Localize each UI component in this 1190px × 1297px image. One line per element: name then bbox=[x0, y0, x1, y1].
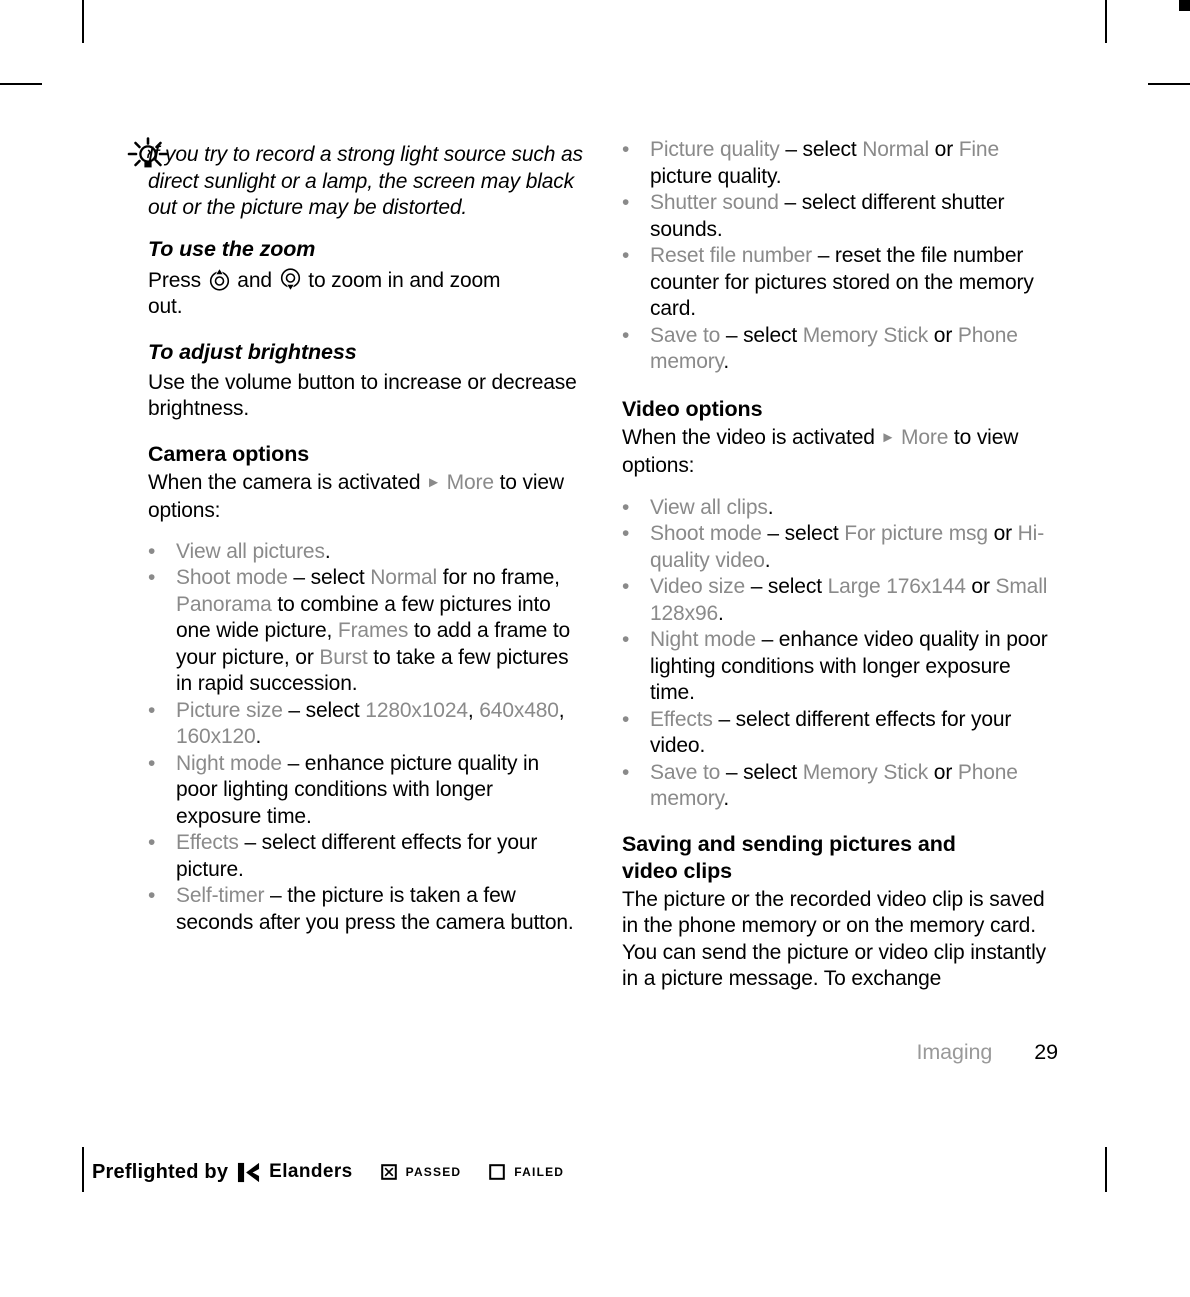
list-item bbox=[622, 495, 1062, 522]
menu-item-text: Burst bbox=[319, 645, 368, 669]
list-item-text bbox=[650, 707, 1056, 760]
list-item bbox=[622, 521, 1062, 574]
tip-note: If you try to record a strong light source such as direct sunlight or a lamp, the screen may black out or the picture may be distorted. bbox=[148, 143, 583, 219]
menu-item-text: 1280x1024 bbox=[365, 698, 468, 722]
menu-item-text: Phone memory bbox=[650, 323, 1018, 373]
bullet-icon: • bbox=[622, 244, 630, 267]
body-text: or bbox=[928, 760, 958, 784]
body-text: When the camera is activated bbox=[148, 470, 427, 494]
body-text: to view options: bbox=[148, 470, 564, 522]
menu-item-text: Memory Stick bbox=[802, 323, 929, 347]
joystick-up-icon bbox=[207, 267, 232, 292]
menu-item-text: Large 176x144 bbox=[827, 575, 966, 598]
list-item-text bbox=[176, 830, 582, 883]
menu-item-text: Hi-quality video bbox=[650, 522, 1045, 572]
body-text: – the picture is taken a few seconds after you press the camera button. bbox=[176, 884, 574, 934]
use-zoom-heading: To use the zoom bbox=[148, 236, 316, 261]
menu-item-text: Save to bbox=[650, 760, 721, 784]
body-text: to take a few pictures in rapid succession. bbox=[176, 645, 569, 695]
crop-mark-top-left bbox=[82, 0, 84, 43]
list-item-text bbox=[650, 137, 1056, 190]
menu-item-text: 160x120 bbox=[176, 725, 256, 748]
body-text: to zoom in and zoom out. bbox=[148, 268, 501, 318]
menu-item-text: Night mode bbox=[650, 628, 756, 651]
bullet-icon: • bbox=[622, 323, 630, 347]
joystick-down-icon bbox=[278, 267, 303, 292]
saving-sending-heading: Saving and sending pictures and video clips bbox=[622, 831, 956, 883]
bullet-icon: • bbox=[622, 628, 630, 651]
list-item-text bbox=[650, 521, 1056, 574]
list-item bbox=[622, 627, 1062, 707]
menu-item-text: Reset file number bbox=[650, 244, 813, 267]
list-item bbox=[622, 190, 1062, 243]
bullet-icon: • bbox=[148, 884, 156, 907]
menu-item-text: More bbox=[446, 470, 494, 494]
list-item-text bbox=[650, 574, 1056, 627]
preflight-company: Elanders bbox=[269, 1161, 353, 1182]
menu-item-text: View all pictures bbox=[176, 539, 325, 563]
crop-mark-right bbox=[1148, 83, 1190, 85]
list-item bbox=[622, 243, 1062, 323]
bullet-icon: • bbox=[148, 831, 156, 854]
list-item bbox=[148, 751, 584, 831]
list-item-text bbox=[650, 495, 1056, 522]
body-text: – select bbox=[287, 566, 371, 589]
body-text: and bbox=[231, 268, 278, 292]
list-item bbox=[622, 760, 1062, 813]
body-text: to add a frame to your picture, or bbox=[176, 619, 571, 669]
bullet-icon: • bbox=[622, 191, 630, 214]
list-item-text bbox=[176, 883, 582, 936]
body-text: . bbox=[718, 601, 724, 625]
list-item-text bbox=[650, 760, 1056, 813]
body-text: . bbox=[723, 350, 730, 373]
body-text: . bbox=[764, 548, 771, 572]
bullet-icon: • bbox=[622, 522, 630, 545]
menu-item-text: Shutter sound bbox=[650, 191, 779, 214]
bullet-icon: • bbox=[622, 760, 630, 784]
list-item-text bbox=[650, 243, 1056, 323]
menu-item-text: Normal bbox=[862, 138, 929, 161]
failed-label: FAILED bbox=[514, 1165, 565, 1179]
bullet-icon: • bbox=[148, 566, 156, 589]
footer-page-number: 29 bbox=[1034, 1040, 1058, 1064]
body-text: . bbox=[255, 725, 262, 748]
list-item bbox=[148, 565, 584, 698]
body-text: or bbox=[987, 522, 1018, 545]
body-text: or bbox=[928, 138, 959, 161]
video-options-intro bbox=[622, 425, 1062, 480]
footer-section-label: Imaging bbox=[916, 1040, 993, 1064]
bullet-icon: • bbox=[622, 138, 630, 161]
page-footer bbox=[622, 1040, 1058, 1065]
list-item-text bbox=[176, 565, 582, 698]
list-item bbox=[148, 883, 584, 936]
body-text: – select different effects for your video. bbox=[650, 707, 1012, 757]
menu-item-text: Picture quality bbox=[650, 138, 780, 161]
body-text: to view options: bbox=[622, 425, 1019, 477]
menu-item-text: Picture size bbox=[176, 698, 283, 722]
body-text: . bbox=[723, 787, 730, 810]
body-text: for no frame, bbox=[437, 566, 560, 589]
body-text: – select bbox=[720, 760, 803, 784]
menu-item-text: Self-timer bbox=[176, 884, 265, 907]
adjust-brightness-heading: To adjust brightness bbox=[148, 339, 357, 364]
camera-options-intro bbox=[148, 470, 584, 525]
body-text: When the video is activated bbox=[622, 425, 881, 449]
body-text: , bbox=[467, 698, 480, 722]
more-arrow-icon: ► bbox=[426, 473, 441, 491]
list-item-text bbox=[650, 627, 1056, 707]
list-item-text bbox=[176, 751, 582, 831]
left-column bbox=[148, 137, 584, 936]
failed-checkbox-empty-icon bbox=[489, 1164, 505, 1180]
adjust-brightness-body: Use the volume button to increase or decrease brightness. bbox=[148, 370, 577, 420]
body-text: – select bbox=[745, 575, 828, 598]
camera-options-heading: Camera options bbox=[148, 441, 310, 466]
menu-item-text: Memory Stick bbox=[802, 760, 929, 784]
video-options-list bbox=[622, 495, 1062, 813]
list-item-text bbox=[650, 190, 1056, 243]
bullet-icon: • bbox=[148, 698, 156, 722]
menu-item-text: Night mode bbox=[176, 751, 282, 775]
list-item bbox=[622, 574, 1062, 627]
menu-item-text: Shoot mode bbox=[176, 566, 288, 589]
list-item-text bbox=[176, 698, 582, 751]
list-item-text bbox=[176, 539, 582, 566]
body-text: – enhance picture quality in poor lighting conditions with longer exposure time. bbox=[176, 751, 540, 828]
body-text: , bbox=[558, 698, 565, 722]
elanders-logo-icon bbox=[237, 1161, 260, 1184]
bullet-icon: • bbox=[622, 495, 630, 519]
use-zoom-body bbox=[148, 267, 540, 321]
body-text: – reset the file number counter for pictures stored on the memory card. bbox=[650, 244, 1034, 320]
body-text: – enhance video quality in poor lighting conditions with longer exposure time. bbox=[650, 628, 1048, 704]
list-item-text bbox=[650, 323, 1056, 376]
preflight-stamp bbox=[92, 1152, 564, 1192]
list-item bbox=[148, 830, 584, 883]
camera-options-list-continued bbox=[622, 137, 1062, 376]
list-item bbox=[622, 137, 1062, 190]
menu-item-text: View all clips bbox=[650, 495, 768, 519]
bullet-icon: • bbox=[622, 575, 630, 598]
video-options-heading: Video options bbox=[622, 396, 763, 421]
passed-label: PASSED bbox=[405, 1165, 462, 1179]
crop-mark-bottom-right bbox=[1105, 1147, 1107, 1192]
crop-mark-top-right bbox=[1105, 0, 1107, 43]
body-text: – select different effects for your picture. bbox=[176, 831, 538, 881]
list-item bbox=[622, 707, 1062, 760]
menu-item-text: Phone memory bbox=[650, 760, 1018, 810]
bullet-icon: • bbox=[148, 539, 156, 563]
menu-item-text: Video size bbox=[650, 575, 746, 598]
registration-square bbox=[1179, 0, 1190, 11]
menu-item-text: Effects bbox=[650, 707, 713, 731]
body-text: – select bbox=[761, 522, 845, 545]
passed-checkbox-checked-icon bbox=[381, 1164, 397, 1180]
menu-item-text: Panorama bbox=[176, 592, 272, 616]
body-text: or bbox=[965, 575, 996, 598]
list-item bbox=[148, 698, 584, 751]
body-text: to combine a few pictures into one wide picture, bbox=[176, 592, 551, 642]
bullet-icon: • bbox=[622, 707, 630, 731]
menu-item-text: More bbox=[901, 425, 949, 449]
body-text: . bbox=[324, 539, 331, 563]
preflight-prefix: Preflighted by bbox=[92, 1160, 229, 1183]
menu-item-text: Effects bbox=[176, 831, 239, 854]
body-text: – select bbox=[282, 698, 366, 722]
right-column bbox=[622, 130, 1062, 993]
menu-item-text: Normal bbox=[370, 566, 438, 589]
menu-item-text: Fine bbox=[958, 138, 999, 161]
body-text: – select bbox=[779, 138, 863, 161]
body-text: or bbox=[928, 323, 958, 347]
body-text: . bbox=[767, 495, 774, 519]
bullet-icon: • bbox=[148, 751, 156, 775]
more-arrow-icon: ► bbox=[880, 428, 896, 446]
menu-item-text: For picture msg bbox=[844, 522, 988, 545]
menu-item-text: 640x480 bbox=[479, 698, 559, 722]
menu-item-text: Small 128x96 bbox=[650, 575, 1048, 625]
body-text: – select bbox=[720, 323, 803, 347]
menu-item-text: Frames bbox=[337, 619, 409, 642]
body-text: picture quality. bbox=[650, 164, 782, 188]
body-text: – select different shutter sounds. bbox=[650, 191, 1005, 241]
list-item bbox=[622, 323, 1062, 376]
body-text: Press bbox=[148, 268, 207, 292]
saving-sending-body: The picture or the recorded video clip is saved in the phone memory or on the memory card. You can send the picture or video clip instantly in a picture message. To exchange bbox=[622, 887, 1046, 990]
menu-item-text: Save to bbox=[650, 323, 721, 347]
crop-mark-bottom-left bbox=[82, 1147, 84, 1192]
list-item bbox=[148, 539, 584, 566]
crop-mark-left bbox=[0, 83, 42, 85]
menu-item-text: Shoot mode bbox=[650, 522, 762, 545]
camera-options-list bbox=[148, 539, 584, 937]
